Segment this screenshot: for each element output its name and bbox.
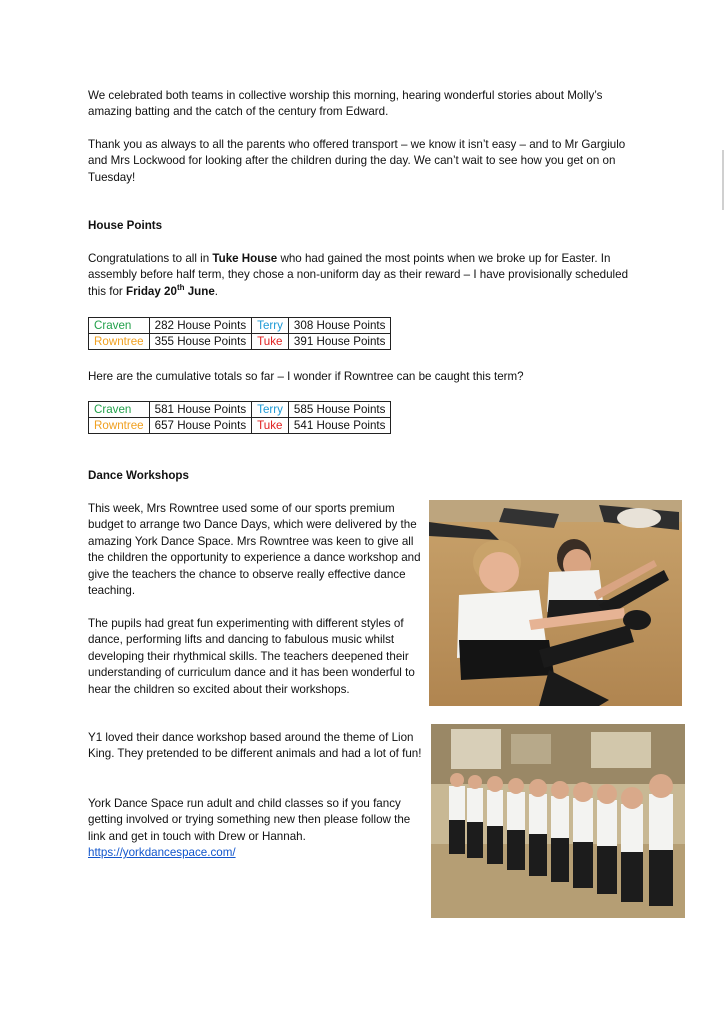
dance-paragraph-1: This week, Mrs Rowntree used some of our sports premium budget to arrange two Dance Days, which were delivered by the amazing York Dance Space. Mrs Rowntree was keen to give all the children the opportunity to experience a dance workshop and give the teachers the chance to observe really effective dance teaching.	[88, 502, 421, 598]
house-name: Tuke	[252, 334, 289, 350]
house-points-heading: House Points	[88, 219, 163, 232]
house-name: Rowntree	[89, 418, 150, 434]
house-points-value: 308 House Points	[288, 318, 391, 334]
dance-workshops-heading: Dance Workshops	[88, 469, 189, 482]
dance-paragraph-3: Y1 loved their dance workshop based around the theme of Lion King. They pretended to be different animals and had a lot of fun!	[88, 731, 422, 761]
house-points-table-cumulative	[88, 401, 391, 434]
dance-stretch-photo	[429, 500, 682, 706]
table-row	[89, 418, 391, 434]
york-dance-space-link[interactable]: https://yorkdancespace.com/	[88, 846, 236, 860]
house-points-value: 355 House Points	[149, 334, 252, 350]
house-points-value: 581 House Points	[149, 402, 252, 418]
house-points-value: 541 House Points	[288, 418, 391, 434]
intro-paragraph-1: We celebrated both teams in collective worship this morning, hearing wonderful stories about Molly’s amazing batting and the catch of the century from Edward.	[88, 89, 603, 119]
table-row	[89, 402, 391, 418]
cumulative-intro: Here are the cumulative totals so far – I wonder if Rowntree can be caught this term?	[88, 370, 524, 383]
house-name: Craven	[89, 402, 150, 418]
house-points-paragraph: Congratulations to all in Tuke House who had gained the most points when we broke up for Easter. In assembly before half term, they chose a non-uniform day as their reward – I have provisionally scheduled this for Friday 20th June.	[88, 252, 629, 298]
house-points-value: 391 House Points	[288, 334, 391, 350]
house-name: Tuke	[252, 418, 289, 434]
table-row	[89, 334, 391, 350]
house-name: Terry	[252, 318, 289, 334]
intro-paragraph-2: Thank you as always to all the parents who offered transport – we know it isn’t easy – and to Mr Gargiulo and Mrs Lockwood for looking after the children during the day. We can’t wait to see how you get on on Tuesday!	[88, 138, 626, 184]
dance-paragraph-4: York Dance Space run adult and child classes so if you fancy getting involved or trying something new then please follow the link and get in touch with Drew or Hannah. https://yorkdancespace.com/	[88, 797, 411, 860]
house-points-value: 282 House Points	[149, 318, 252, 334]
lion-king-class-photo	[431, 724, 685, 918]
table-row	[89, 318, 391, 334]
house-name: Craven	[89, 318, 150, 334]
house-name: Rowntree	[89, 334, 150, 350]
house-name: Terry	[252, 402, 289, 418]
house-points-value: 657 House Points	[149, 418, 252, 434]
house-points-table-easter	[88, 317, 391, 350]
dance-paragraph-2: The pupils had great fun experimenting with different styles of dance, performing lifts and dancing to fabulous music whilst developing their rhythmical skills. The teachers deepened their understanding of curriculum dance and it has been wonderful to hear the children so excited about their workshops.	[88, 617, 415, 696]
house-points-value: 585 House Points	[288, 402, 391, 418]
